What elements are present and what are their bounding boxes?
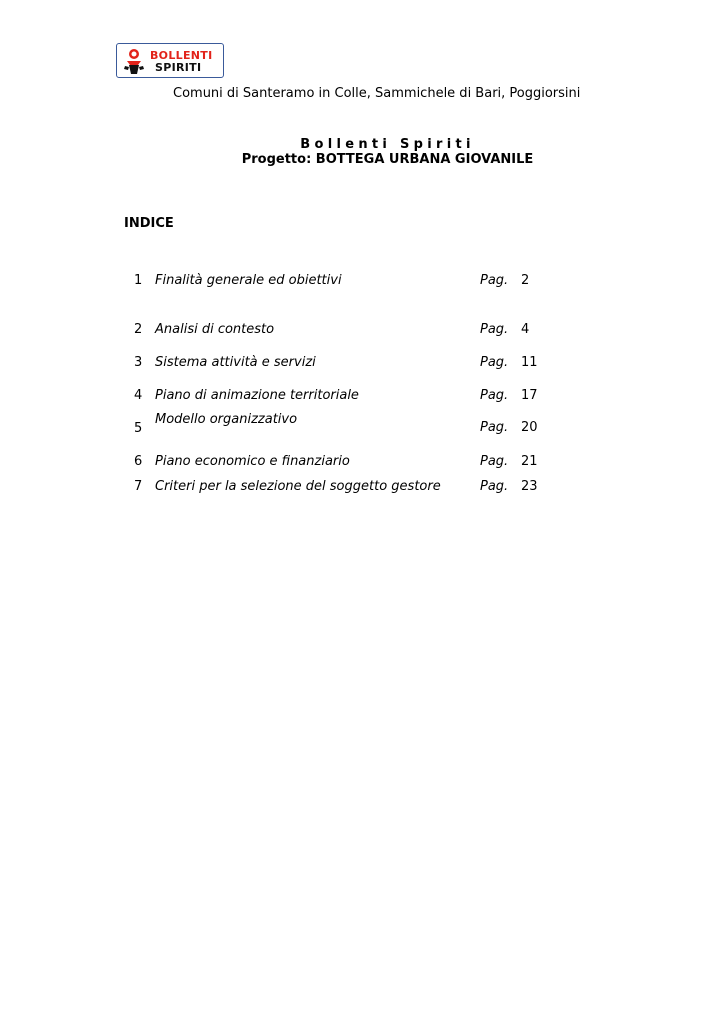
toc-item-page: 4 [521, 322, 530, 337]
logo-line-2: SPIRITI [155, 61, 202, 74]
toc-item-number: 3 [134, 355, 143, 370]
toc-item-page: 21 [521, 454, 538, 469]
toc-item-pag: Pag. [480, 355, 509, 370]
logo-line-1: BOLLENTI [150, 49, 213, 62]
document-title: Bollenti Spiriti [300, 137, 475, 152]
toc-item-pag: Pag. [480, 479, 509, 494]
toc-item-pag: Pag. [480, 273, 509, 288]
toc-item-number: 4 [134, 388, 143, 403]
toc-item-pag: Pag. [480, 388, 509, 403]
toc-item-label[interactable]: Criteri per la selezione del soggetto gestore [155, 479, 441, 494]
toc-item-number: 5 [134, 421, 143, 436]
index-heading: INDICE [124, 216, 174, 231]
toc-item-label[interactable]: Analisi di contesto [155, 322, 275, 337]
toc-item-label[interactable]: Modello organizzativo [155, 412, 298, 427]
toc-item-label[interactable]: Piano economico e finanziario [155, 454, 350, 469]
comuni-header: Comuni di Santeramo in Colle, Sammichele di Bari, Poggiorsini [173, 86, 581, 101]
toc-item-pag: Pag. [480, 322, 509, 337]
toc-item-pag: Pag. [480, 420, 509, 435]
toc-item-page: 11 [521, 355, 538, 370]
toc-item-label[interactable]: Finalità generale ed obiettivi [155, 273, 342, 288]
toc-item-number: 7 [134, 479, 143, 494]
bollenti-spiriti-logo [116, 43, 224, 78]
project-title: Progetto: BOTTEGA URBANA GIOVANILE [241, 152, 534, 167]
toc-item-label[interactable]: Sistema attività e servizi [155, 355, 316, 370]
toc-item-number: 2 [134, 322, 143, 337]
toc-item-page: 2 [521, 273, 530, 288]
toc-item-number: 6 [134, 454, 143, 469]
toc-item-pag: Pag. [480, 454, 509, 469]
toc-item-number: 1 [134, 273, 143, 288]
toc-item-page: 20 [521, 420, 538, 435]
toc-item-label[interactable]: Piano di animazione territoriale [155, 388, 359, 403]
toc-item-page: 23 [521, 479, 538, 494]
toc-item-page: 17 [521, 388, 538, 403]
